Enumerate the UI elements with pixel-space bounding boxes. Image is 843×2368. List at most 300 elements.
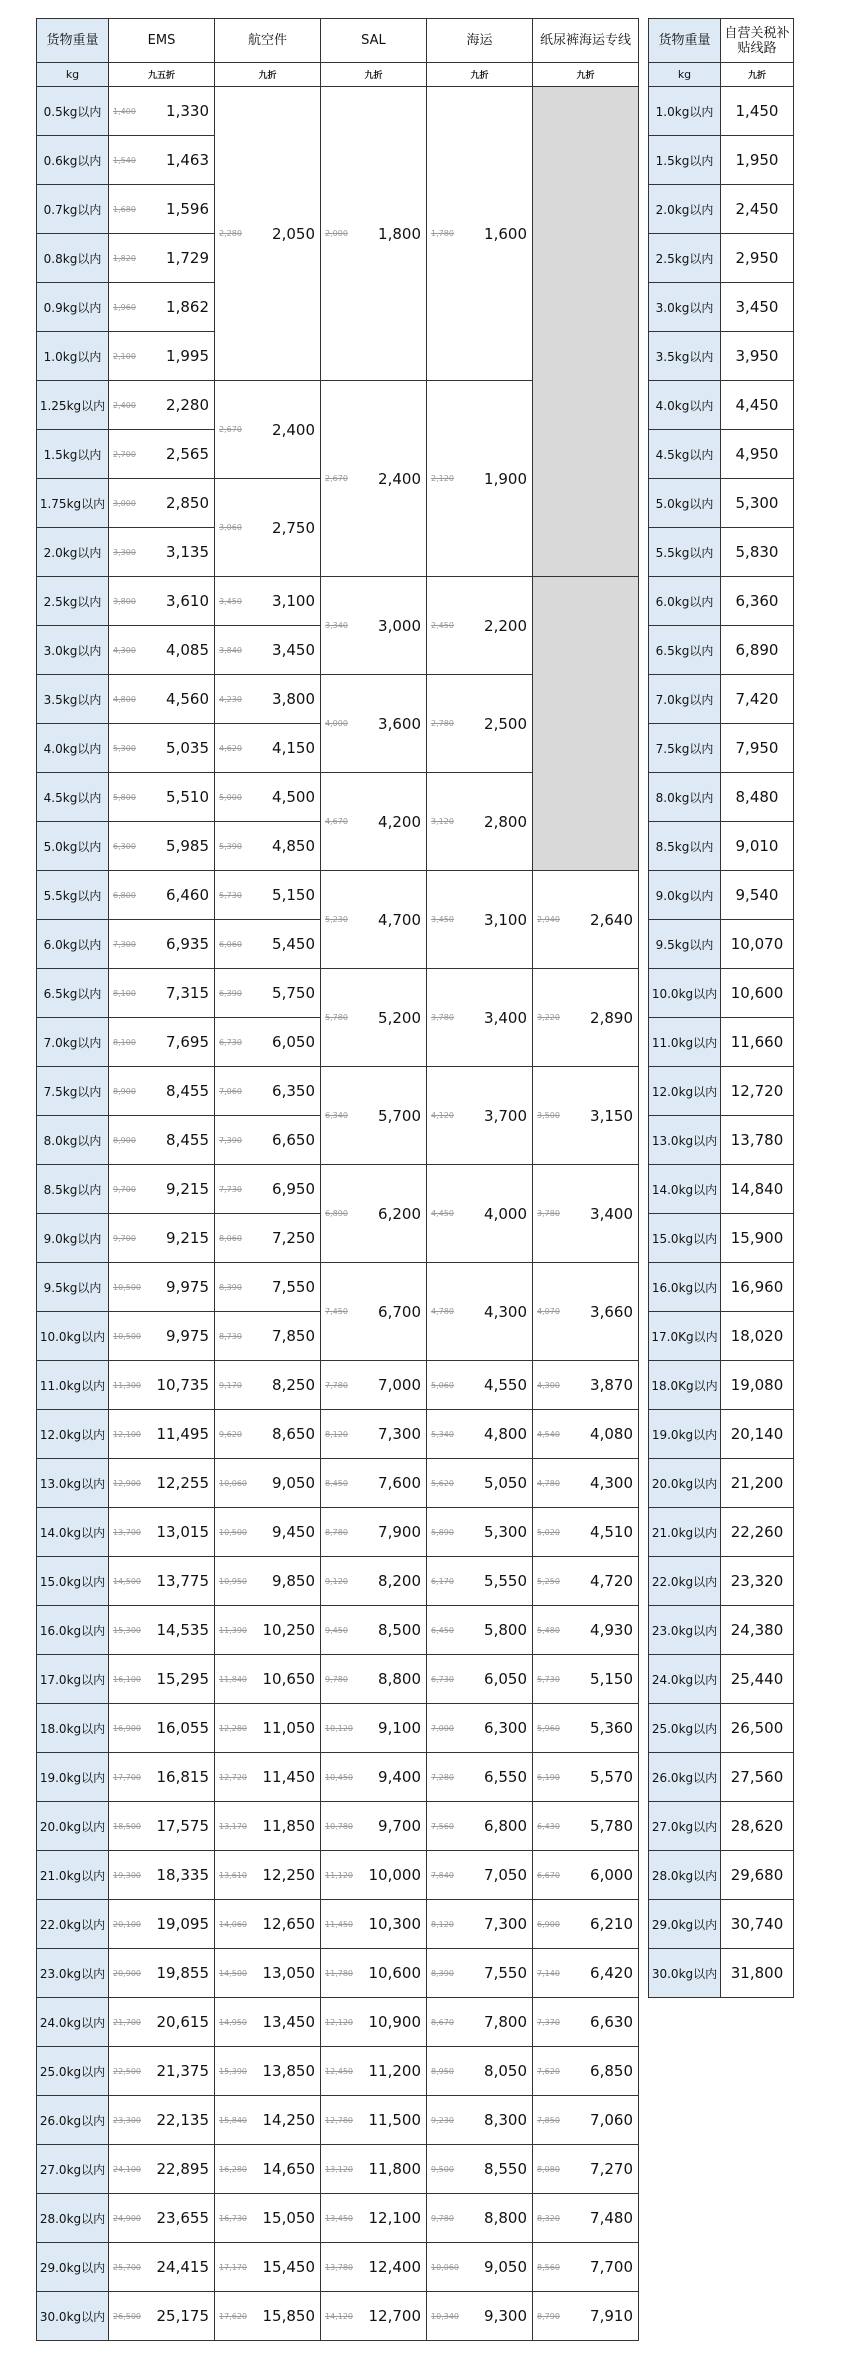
air-original-price: 7,730 bbox=[219, 1184, 242, 1194]
side-table-row bbox=[649, 1753, 794, 1802]
sea-discounted-price: 5,300 bbox=[484, 1523, 527, 1541]
diaper-cell bbox=[533, 871, 639, 969]
air-original-price: 17,620 bbox=[219, 2311, 247, 2321]
air-discounted-price: 3,450 bbox=[272, 641, 315, 659]
air-discounted-price: 7,550 bbox=[272, 1278, 315, 1296]
ems-price bbox=[109, 494, 214, 512]
weight-label: 17.0kg以内 bbox=[37, 1655, 109, 1704]
ems-discounted-price: 8,455 bbox=[166, 1131, 209, 1149]
header-diaper: 纸尿裤海运专线 bbox=[533, 19, 639, 63]
ems-discounted-price: 5,985 bbox=[166, 837, 209, 855]
sea-price bbox=[427, 470, 532, 488]
sal-original-price: 2,670 bbox=[325, 474, 348, 483]
ems-cell bbox=[109, 1998, 215, 2047]
side-unit-price: 九折 bbox=[721, 63, 794, 87]
ems-original-price: 8,900 bbox=[113, 1086, 136, 1096]
side-price: 5,830 bbox=[721, 528, 794, 577]
ems-original-price: 25,700 bbox=[113, 2262, 141, 2272]
side-table-row bbox=[649, 871, 794, 920]
sea-discounted-price: 8,550 bbox=[484, 2160, 527, 2178]
table-row bbox=[37, 2194, 639, 2243]
table-row bbox=[37, 2292, 639, 2341]
ems-discounted-price: 11,495 bbox=[156, 1425, 209, 1443]
table-row bbox=[37, 969, 639, 1018]
sea-price bbox=[427, 715, 532, 733]
ems-discounted-price: 2,280 bbox=[166, 396, 209, 414]
ems-original-price: 8,900 bbox=[113, 1135, 136, 1145]
ems-price bbox=[109, 1131, 214, 1149]
ems-discounted-price: 21,375 bbox=[156, 2062, 209, 2080]
weight-label: 5.0kg以内 bbox=[37, 822, 109, 871]
air-cell bbox=[215, 1606, 321, 1655]
sea-original-price: 5,340 bbox=[431, 1429, 454, 1439]
side-table-row bbox=[649, 577, 794, 626]
sal-cell bbox=[321, 1459, 427, 1508]
diaper-price bbox=[533, 1572, 638, 1590]
sea-original-price: 4,450 bbox=[431, 1209, 454, 1218]
ems-original-price: 18,500 bbox=[113, 1821, 141, 1831]
ems-original-price: 8,100 bbox=[113, 1037, 136, 1047]
unit-air: 九折 bbox=[215, 63, 321, 87]
diaper-cell bbox=[533, 1165, 639, 1263]
air-discounted-price: 13,050 bbox=[262, 1964, 315, 1982]
air-price bbox=[215, 2307, 320, 2325]
ems-cell bbox=[109, 2292, 215, 2341]
air-cell bbox=[215, 87, 321, 381]
sal-price bbox=[321, 1523, 426, 1541]
sal-discounted-price: 11,500 bbox=[368, 2111, 421, 2129]
sea-price bbox=[427, 2062, 532, 2080]
side-table-row bbox=[649, 1606, 794, 1655]
sal-discounted-price: 9,100 bbox=[378, 1719, 421, 1737]
ems-price bbox=[109, 886, 214, 904]
header-air: 航空件 bbox=[215, 19, 321, 63]
ems-discounted-price: 23,655 bbox=[156, 2209, 209, 2227]
diaper-price bbox=[533, 1009, 638, 1027]
air-price bbox=[215, 788, 320, 806]
air-price bbox=[215, 1768, 320, 1786]
sea-cell bbox=[427, 2096, 533, 2145]
sal-discounted-price: 10,000 bbox=[368, 1866, 421, 1884]
side-price: 1,450 bbox=[721, 87, 794, 136]
ems-original-price: 14,500 bbox=[113, 1576, 141, 1586]
sea-price bbox=[427, 1572, 532, 1590]
side-price: 12,720 bbox=[721, 1067, 794, 1116]
ems-original-price: 6,800 bbox=[113, 890, 136, 900]
sal-discounted-price: 10,600 bbox=[368, 1964, 421, 1982]
diaper-unavailable-cell bbox=[533, 87, 639, 577]
diaper-cell bbox=[533, 2145, 639, 2194]
weight-label: 18.0kg以内 bbox=[37, 1704, 109, 1753]
sal-original-price: 12,780 bbox=[325, 2115, 353, 2125]
side-weight-label: 19.0kg以内 bbox=[649, 1410, 721, 1459]
side-weight-label: 30.0kg以内 bbox=[649, 1949, 721, 1998]
ems-original-price: 17,700 bbox=[113, 1772, 141, 1782]
side-weight-label: 22.0kg以内 bbox=[649, 1557, 721, 1606]
sal-discounted-price: 9,700 bbox=[378, 1817, 421, 1835]
side-table-row bbox=[649, 1067, 794, 1116]
sea-price bbox=[427, 1817, 532, 1835]
side-price: 6,890 bbox=[721, 626, 794, 675]
ems-original-price: 9,700 bbox=[113, 1233, 136, 1243]
sal-price bbox=[321, 1572, 426, 1590]
subsidy-rate-table bbox=[648, 18, 794, 1998]
sea-cell bbox=[427, 1459, 533, 1508]
sea-cell bbox=[427, 871, 533, 969]
ems-original-price: 1,540 bbox=[113, 155, 136, 165]
air-price bbox=[215, 2062, 320, 2080]
sal-discounted-price: 4,700 bbox=[378, 910, 421, 929]
diaper-original-price: 4,780 bbox=[537, 1478, 560, 1488]
sea-original-price: 2,450 bbox=[431, 621, 454, 630]
side-table-row bbox=[649, 1704, 794, 1753]
sea-price bbox=[427, 2258, 532, 2276]
sea-original-price: 10,340 bbox=[431, 2311, 459, 2321]
air-cell bbox=[215, 724, 321, 773]
air-discounted-price: 6,650 bbox=[272, 1131, 315, 1149]
air-discounted-price: 8,250 bbox=[272, 1376, 315, 1394]
table-row bbox=[37, 1459, 639, 1508]
ems-discounted-price: 18,335 bbox=[156, 1866, 209, 1884]
ems-cell bbox=[109, 185, 215, 234]
air-original-price: 14,500 bbox=[219, 1968, 247, 1978]
sea-cell bbox=[427, 2194, 533, 2243]
air-cell bbox=[215, 822, 321, 871]
table-row bbox=[37, 1851, 639, 1900]
side-price: 16,960 bbox=[721, 1263, 794, 1312]
air-original-price: 8,390 bbox=[219, 1282, 242, 1292]
weight-label: 4.5kg以内 bbox=[37, 773, 109, 822]
air-discounted-price: 11,050 bbox=[262, 1719, 315, 1737]
unit-ems: 九五折 bbox=[109, 63, 215, 87]
diaper-cell bbox=[533, 2047, 639, 2096]
sea-discounted-price: 7,300 bbox=[484, 1915, 527, 1933]
side-price: 29,680 bbox=[721, 1851, 794, 1900]
sea-price bbox=[427, 2209, 532, 2227]
ems-discounted-price: 1,463 bbox=[166, 151, 209, 169]
sal-price bbox=[321, 1964, 426, 1982]
sal-original-price: 9,780 bbox=[325, 1674, 348, 1684]
sea-cell bbox=[427, 969, 533, 1067]
ems-original-price: 1,820 bbox=[113, 253, 136, 263]
ems-cell bbox=[109, 528, 215, 577]
air-price bbox=[215, 1621, 320, 1639]
sea-original-price: 6,730 bbox=[431, 1674, 454, 1684]
sea-price bbox=[427, 1866, 532, 1884]
sea-original-price: 2,780 bbox=[431, 719, 454, 728]
side-weight-label: 4.0kg以内 bbox=[649, 381, 721, 430]
side-price: 9,010 bbox=[721, 822, 794, 871]
weight-label: 22.0kg以内 bbox=[37, 1900, 109, 1949]
ems-cell bbox=[109, 430, 215, 479]
sea-original-price: 8,670 bbox=[431, 2017, 454, 2027]
diaper-cell bbox=[533, 1704, 639, 1753]
air-price bbox=[215, 1964, 320, 1982]
weight-label: 2.0kg以内 bbox=[37, 528, 109, 577]
sea-original-price: 2,120 bbox=[431, 474, 454, 483]
side-header-weight: 货物重量 bbox=[649, 19, 721, 63]
side-weight-label: 24.0kg以内 bbox=[649, 1655, 721, 1704]
sal-discounted-price: 7,900 bbox=[378, 1523, 421, 1541]
side-price: 9,540 bbox=[721, 871, 794, 920]
diaper-discounted-price: 7,270 bbox=[590, 2160, 633, 2178]
sea-cell bbox=[427, 1606, 533, 1655]
side-table-row bbox=[649, 1165, 794, 1214]
side-table-row bbox=[649, 87, 794, 136]
sal-cell bbox=[321, 871, 427, 969]
sea-price bbox=[427, 1719, 532, 1737]
ems-discounted-price: 14,535 bbox=[156, 1621, 209, 1639]
side-price: 3,450 bbox=[721, 283, 794, 332]
side-weight-label: 20.0kg以内 bbox=[649, 1459, 721, 1508]
sal-discounted-price: 9,400 bbox=[378, 1768, 421, 1786]
ems-cell bbox=[109, 675, 215, 724]
diaper-discounted-price: 3,870 bbox=[590, 1376, 633, 1394]
air-cell bbox=[215, 1459, 321, 1508]
weight-label: 21.0kg以内 bbox=[37, 1851, 109, 1900]
side-weight-label: 9.5kg以内 bbox=[649, 920, 721, 969]
ems-discounted-price: 1,596 bbox=[166, 200, 209, 218]
sal-discounted-price: 10,300 bbox=[368, 1915, 421, 1933]
sal-original-price: 7,780 bbox=[325, 1380, 348, 1390]
ems-original-price: 16,900 bbox=[113, 1723, 141, 1733]
ems-price bbox=[109, 2209, 214, 2227]
diaper-discounted-price: 4,930 bbox=[590, 1621, 633, 1639]
sea-price bbox=[427, 1303, 532, 1321]
sea-original-price: 3,780 bbox=[431, 1013, 454, 1022]
ems-cell bbox=[109, 283, 215, 332]
ems-original-price: 10,500 bbox=[113, 1331, 141, 1341]
weight-label: 0.6kg以内 bbox=[37, 136, 109, 185]
side-price: 13,780 bbox=[721, 1116, 794, 1165]
sea-discounted-price: 4,000 bbox=[484, 1204, 527, 1223]
side-price: 21,200 bbox=[721, 1459, 794, 1508]
header-sal: SAL bbox=[321, 19, 427, 63]
air-cell bbox=[215, 1361, 321, 1410]
ems-cell bbox=[109, 724, 215, 773]
sal-original-price: 6,340 bbox=[325, 1111, 348, 1120]
sal-original-price: 11,120 bbox=[325, 1870, 353, 1880]
weight-label: 1.5kg以内 bbox=[37, 430, 109, 479]
diaper-cell bbox=[533, 1263, 639, 1361]
ems-original-price: 5,800 bbox=[113, 792, 136, 802]
ems-discounted-price: 1,330 bbox=[166, 102, 209, 120]
diaper-cell bbox=[533, 2243, 639, 2292]
sea-price bbox=[427, 1523, 532, 1541]
ems-cell bbox=[109, 871, 215, 920]
ems-original-price: 10,500 bbox=[113, 1282, 141, 1292]
diaper-price bbox=[533, 1670, 638, 1688]
ems-cell bbox=[109, 2145, 215, 2194]
side-weight-label: 7.5kg以内 bbox=[649, 724, 721, 773]
diaper-price bbox=[533, 1474, 638, 1492]
sea-price bbox=[427, 617, 532, 635]
side-table-row bbox=[649, 969, 794, 1018]
diaper-cell bbox=[533, 2292, 639, 2341]
diaper-original-price: 6,900 bbox=[537, 1919, 560, 1929]
table-row bbox=[37, 1998, 639, 2047]
air-discounted-price: 15,850 bbox=[262, 2307, 315, 2325]
ems-cell bbox=[109, 2194, 215, 2243]
air-original-price: 12,280 bbox=[219, 1723, 247, 1733]
ems-price bbox=[109, 1866, 214, 1884]
table-row bbox=[37, 2096, 639, 2145]
ems-original-price: 8,100 bbox=[113, 988, 136, 998]
side-weight-label: 18.0Kg以内 bbox=[649, 1361, 721, 1410]
sea-cell bbox=[427, 1753, 533, 1802]
air-cell bbox=[215, 2194, 321, 2243]
diaper-discounted-price: 3,400 bbox=[590, 1204, 633, 1223]
sea-discounted-price: 4,300 bbox=[484, 1302, 527, 1321]
air-original-price: 3,840 bbox=[219, 645, 242, 655]
air-original-price: 6,060 bbox=[219, 939, 242, 949]
side-table-row bbox=[649, 1802, 794, 1851]
sal-original-price: 13,120 bbox=[325, 2164, 353, 2174]
ems-cell bbox=[109, 1263, 215, 1312]
sea-discounted-price: 3,400 bbox=[484, 1008, 527, 1027]
air-price bbox=[215, 1817, 320, 1835]
air-price bbox=[215, 1131, 320, 1149]
sea-original-price: 7,840 bbox=[431, 1870, 454, 1880]
ems-original-price: 15,300 bbox=[113, 1625, 141, 1635]
sal-price bbox=[321, 617, 426, 635]
ems-price bbox=[109, 1082, 214, 1100]
sea-original-price: 9,780 bbox=[431, 2213, 454, 2223]
sal-original-price: 13,780 bbox=[325, 2262, 353, 2272]
air-cell bbox=[215, 1753, 321, 1802]
air-discounted-price: 14,250 bbox=[262, 2111, 315, 2129]
sal-original-price: 4,000 bbox=[325, 719, 348, 728]
ems-discounted-price: 9,975 bbox=[166, 1278, 209, 1296]
ems-cell bbox=[109, 1606, 215, 1655]
air-price bbox=[215, 1327, 320, 1345]
air-original-price: 8,730 bbox=[219, 1331, 242, 1341]
sal-cell bbox=[321, 773, 427, 871]
ems-discounted-price: 6,460 bbox=[166, 886, 209, 904]
sal-price bbox=[321, 2209, 426, 2227]
air-discounted-price: 15,050 bbox=[262, 2209, 315, 2227]
air-price bbox=[215, 1474, 320, 1492]
ems-discounted-price: 22,135 bbox=[156, 2111, 209, 2129]
air-cell bbox=[215, 1508, 321, 1557]
sal-cell bbox=[321, 1704, 427, 1753]
air-discounted-price: 13,450 bbox=[262, 2013, 315, 2031]
weight-label: 24.0kg以内 bbox=[37, 1998, 109, 2047]
diaper-discounted-price: 3,150 bbox=[590, 1106, 633, 1125]
air-price bbox=[215, 935, 320, 953]
weight-label: 8.0kg以内 bbox=[37, 1116, 109, 1165]
weight-label: 0.7kg以内 bbox=[37, 185, 109, 234]
air-price bbox=[215, 1915, 320, 1933]
diaper-original-price: 6,190 bbox=[537, 1772, 560, 1782]
air-price bbox=[215, 2209, 320, 2227]
sal-cell bbox=[321, 1361, 427, 1410]
sea-original-price: 3,120 bbox=[431, 817, 454, 826]
sal-discounted-price: 7,000 bbox=[378, 1376, 421, 1394]
weight-label: 12.0kg以内 bbox=[37, 1410, 109, 1459]
ems-cell bbox=[109, 822, 215, 871]
sal-original-price: 13,450 bbox=[325, 2213, 353, 2223]
ems-cell bbox=[109, 1753, 215, 1802]
unit-diaper: 九折 bbox=[533, 63, 639, 87]
weight-label: 6.0kg以内 bbox=[37, 920, 109, 969]
weight-label: 23.0kg以内 bbox=[37, 1949, 109, 1998]
sal-price bbox=[321, 2013, 426, 2031]
side-weight-label: 3.5kg以内 bbox=[649, 332, 721, 381]
air-original-price: 3,060 bbox=[219, 523, 242, 532]
side-price: 25,440 bbox=[721, 1655, 794, 1704]
weight-label: 27.0kg以内 bbox=[37, 2145, 109, 2194]
ems-price bbox=[109, 592, 214, 610]
side-table-row bbox=[649, 1459, 794, 1508]
ems-discounted-price: 7,315 bbox=[166, 984, 209, 1002]
ems-price bbox=[109, 1327, 214, 1345]
ems-cell bbox=[109, 1851, 215, 1900]
weight-label: 9.5kg以内 bbox=[37, 1263, 109, 1312]
weight-label: 6.5kg以内 bbox=[37, 969, 109, 1018]
side-table-row bbox=[649, 332, 794, 381]
air-price bbox=[215, 225, 320, 243]
air-discounted-price: 2,400 bbox=[272, 420, 315, 439]
side-table-row bbox=[649, 1900, 794, 1949]
diaper-unavailable-cell bbox=[533, 577, 639, 871]
sal-discounted-price: 6,700 bbox=[378, 1302, 421, 1321]
sal-cell bbox=[321, 1508, 427, 1557]
air-original-price: 6,730 bbox=[219, 1037, 242, 1047]
ems-discounted-price: 2,850 bbox=[166, 494, 209, 512]
sea-price bbox=[427, 1964, 532, 1982]
diaper-cell bbox=[533, 1851, 639, 1900]
ems-cell bbox=[109, 381, 215, 430]
ems-price bbox=[109, 2111, 214, 2129]
sea-discounted-price: 1,600 bbox=[484, 224, 527, 243]
air-discounted-price: 7,850 bbox=[272, 1327, 315, 1345]
air-price bbox=[215, 837, 320, 855]
sal-original-price: 5,230 bbox=[325, 915, 348, 924]
air-cell bbox=[215, 1263, 321, 1312]
table-row bbox=[37, 577, 639, 626]
ems-original-price: 24,900 bbox=[113, 2213, 141, 2223]
ems-original-price: 3,300 bbox=[113, 547, 136, 557]
sea-original-price: 6,450 bbox=[431, 1625, 454, 1635]
sal-price bbox=[321, 2111, 426, 2129]
ems-cell bbox=[109, 1214, 215, 1263]
sal-discounted-price: 2,400 bbox=[378, 469, 421, 488]
air-price bbox=[215, 519, 320, 537]
diaper-original-price: 8,560 bbox=[537, 2262, 560, 2272]
air-price bbox=[215, 1278, 320, 1296]
diaper-original-price: 7,140 bbox=[537, 1968, 560, 1978]
air-original-price: 10,500 bbox=[219, 1527, 247, 1537]
side-price: 10,600 bbox=[721, 969, 794, 1018]
sea-discounted-price: 2,800 bbox=[484, 812, 527, 831]
sal-price bbox=[321, 1425, 426, 1443]
diaper-discounted-price: 4,080 bbox=[590, 1425, 633, 1443]
air-cell bbox=[215, 1949, 321, 1998]
ems-price bbox=[109, 1621, 214, 1639]
table-row bbox=[37, 1263, 639, 1312]
ems-cell bbox=[109, 1067, 215, 1116]
side-price: 15,900 bbox=[721, 1214, 794, 1263]
ems-price bbox=[109, 249, 214, 267]
sal-price bbox=[321, 1915, 426, 1933]
sea-price bbox=[427, 1009, 532, 1027]
weight-label: 28.0kg以内 bbox=[37, 2194, 109, 2243]
diaper-original-price: 5,960 bbox=[537, 1723, 560, 1733]
diaper-discounted-price: 6,850 bbox=[590, 2062, 633, 2080]
sea-discounted-price: 1,900 bbox=[484, 469, 527, 488]
air-cell bbox=[215, 675, 321, 724]
